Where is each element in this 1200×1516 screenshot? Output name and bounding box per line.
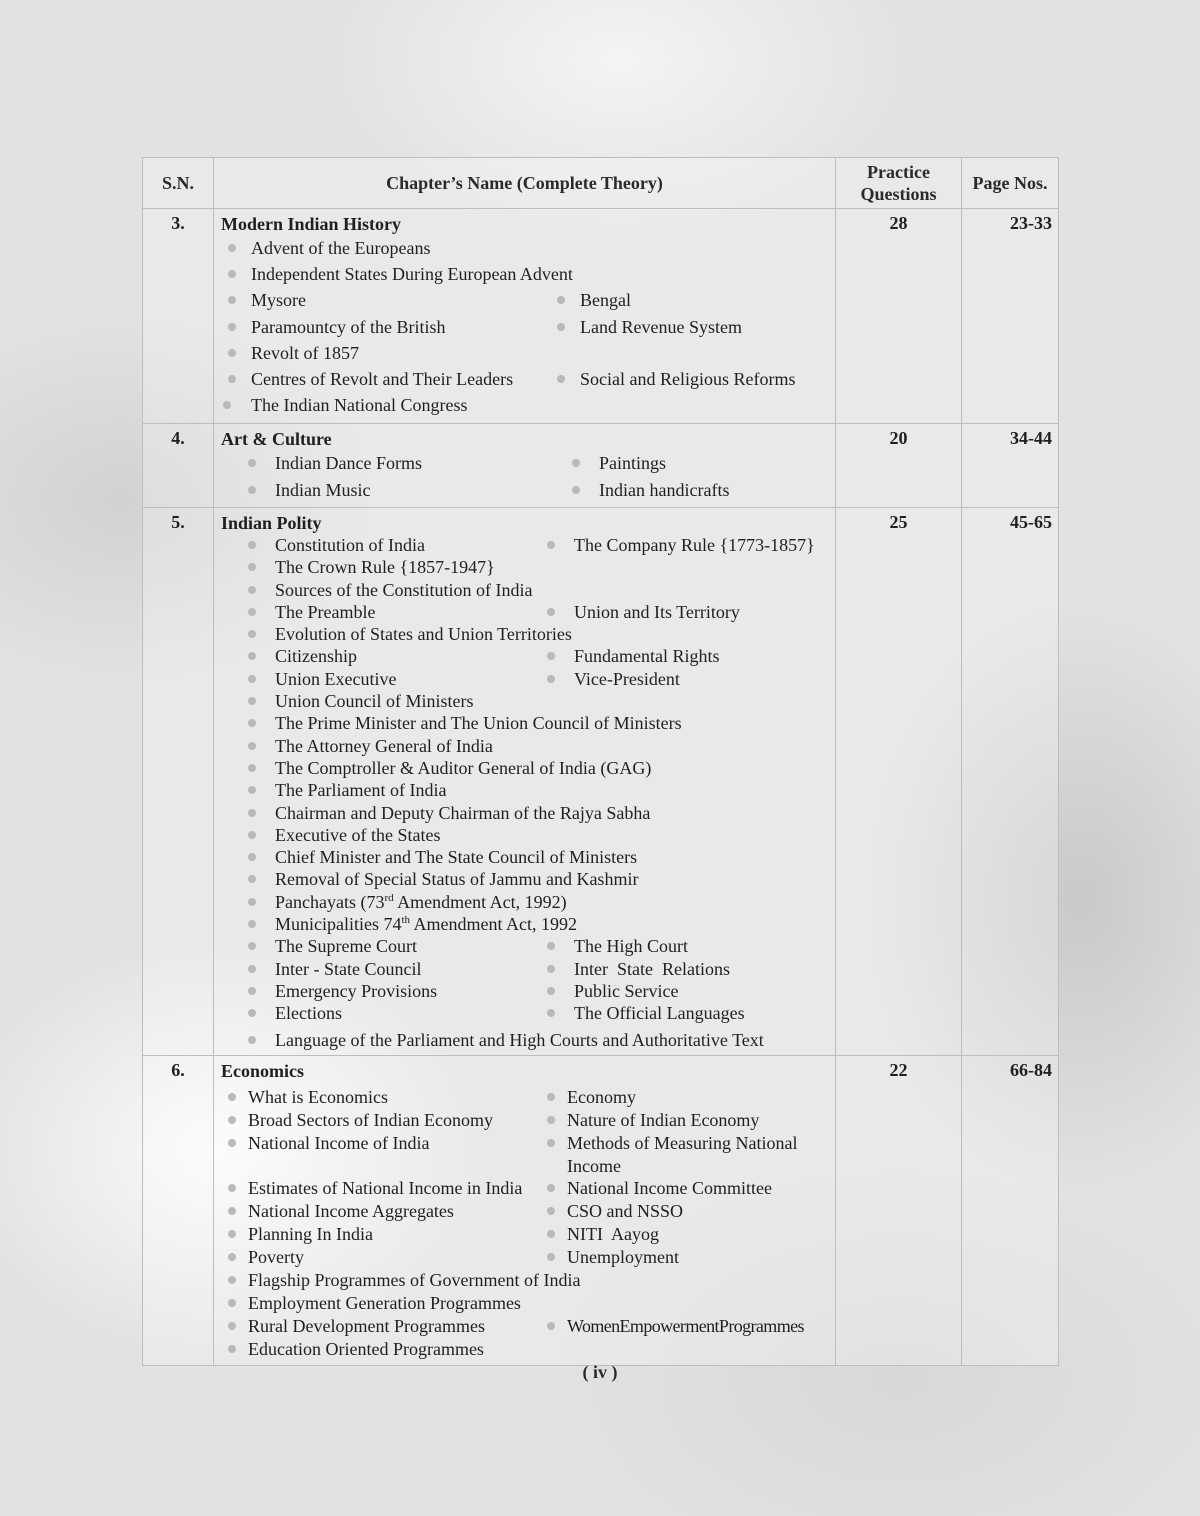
bullet-icon (228, 270, 236, 278)
page-number: ( iv ) (582, 1362, 618, 1382)
bullet-icon (557, 323, 565, 331)
list-item: Evolution of States and Union Territories (221, 623, 829, 645)
bullet-icon (228, 296, 236, 304)
bullet-icon (547, 608, 555, 616)
list-item: The Crown Rule {1857-1947} (221, 556, 829, 578)
bullet-icon (547, 965, 555, 973)
list-item: National Income Committee (540, 1177, 829, 1200)
bullet-icon (228, 1230, 236, 1238)
list-item: Indian handicrafts (545, 477, 829, 504)
bullet-icon (547, 1230, 555, 1238)
bullet-icon (547, 1009, 555, 1017)
bullet-icon (228, 323, 236, 331)
bullet-icon (248, 563, 256, 571)
chapter-title: Modern Indian History (221, 214, 402, 234)
bullet-icon (228, 1276, 236, 1284)
row-sn: 5. (143, 508, 214, 1056)
row-sn: 3. (143, 209, 214, 424)
list-item: The Company Rule {1773-1857} (520, 534, 829, 556)
bullet-icon (228, 1345, 236, 1353)
bullet-icon (228, 1299, 236, 1307)
bullet-icon (248, 987, 256, 995)
list-item: CSO and NSSO (540, 1200, 829, 1223)
list-item: Indian Dance Forms (221, 450, 545, 477)
bullet-icon (547, 675, 555, 683)
header-practice-questions: Practice Questions (836, 158, 962, 209)
list-item: Chairman and Deputy Chairman of the Rajya Sabha (221, 802, 829, 824)
list-item: Employment Generation Programmes (221, 1292, 829, 1315)
list-item: Language of the Parliament and High Courts and Authoritative Text (221, 1029, 829, 1051)
bullet-icon (248, 809, 256, 817)
bullet-icon (228, 349, 236, 357)
list-item: Independent States During European Advent (221, 261, 829, 287)
list-item: The High Court (520, 935, 829, 957)
bullet-icon (228, 1184, 236, 1192)
list-item: Municipalities 74th Amendment Act, 1992 (221, 913, 829, 935)
list-item: Centres of Revolt and Their Leaders (221, 366, 550, 392)
bullet-icon (248, 459, 256, 467)
list-item: The Attorney General of India (221, 735, 829, 757)
list-item: Economy (540, 1086, 829, 1109)
list-item: Inter State Relations (520, 958, 829, 980)
list-item: Sources of the Constitution of India (221, 579, 829, 601)
list-item: Public Service (520, 980, 829, 1002)
bullet-icon (228, 1139, 236, 1147)
bullet-icon (248, 486, 256, 494)
header-page-nos: Page Nos. (962, 158, 1059, 209)
bullet-icon (248, 898, 256, 906)
list-item: Inter - State Council (221, 958, 520, 980)
list-item: The Preamble (221, 601, 520, 623)
list-item: Emergency Provisions (221, 980, 520, 1002)
bullet-icon (248, 675, 256, 683)
bullet-icon (547, 1139, 555, 1147)
list-item: Land Revenue System (550, 314, 829, 340)
row-practice: 25 (836, 508, 962, 1056)
chapter-title: Art & Culture (221, 429, 332, 449)
list-item: Advent of the Europeans (221, 235, 829, 261)
bullet-icon (248, 942, 256, 950)
bullet-icon (547, 942, 555, 950)
bullet-icon (248, 541, 256, 549)
list-item: Methods of Measuring National Income (540, 1132, 829, 1178)
chapter-title: Economics (221, 1060, 304, 1081)
list-item: Panchayats (73rd Amendment Act, 1992) (221, 891, 829, 913)
list-item: Mysore (221, 287, 550, 313)
table-row (143, 209, 1059, 424)
list-item: Rural Development Programmes (221, 1315, 540, 1338)
list-item: The Parliament of India (221, 779, 829, 801)
bullet-icon (228, 1093, 236, 1101)
bullet-icon (547, 1116, 555, 1124)
bullet-icon (248, 831, 256, 839)
list-item: What is Economics (221, 1086, 540, 1109)
bullet-icon (228, 244, 236, 252)
bullet-icon (547, 1253, 555, 1261)
list-item: The Comptroller & Auditor General of India (GAG) (221, 757, 829, 779)
bullet-icon (547, 1093, 555, 1101)
bullet-icon (572, 459, 580, 467)
bullet-icon (248, 920, 256, 928)
bullet-icon (228, 1207, 236, 1215)
row-chapter (214, 424, 836, 508)
bullet-icon (248, 742, 256, 750)
list-item: Constitution of India (221, 534, 520, 556)
bullet-icon (557, 375, 565, 383)
bullet-icon (248, 630, 256, 638)
list-item: Union Council of Ministers (221, 690, 829, 712)
list-item: Indian Music (221, 477, 545, 504)
bullet-icon (228, 1116, 236, 1124)
bullet-icon (557, 296, 565, 304)
list-item: Paintings (545, 450, 829, 477)
list-item: National Income Aggregates (221, 1200, 540, 1223)
bullet-icon (248, 1036, 256, 1044)
bullet-icon (248, 652, 256, 660)
bullet-icon (547, 1207, 555, 1215)
row-practice: 20 (836, 424, 962, 508)
bullet-icon (547, 987, 555, 995)
header-chapter-name: Chapter’s Name (Complete Theory) (214, 158, 836, 209)
list-item: Executive of the States (221, 824, 829, 846)
bullet-icon (228, 1322, 236, 1330)
row-sn: 6. (143, 1055, 214, 1365)
header-sn: S.N. (143, 158, 214, 209)
list-item: Estimates of National Income in India (221, 1177, 540, 1200)
list-item: Union Executive (221, 668, 520, 690)
table-row (143, 1055, 1059, 1365)
table-header-row (143, 158, 1059, 209)
list-item: Citizenship (221, 645, 520, 667)
table-row (143, 424, 1059, 508)
row-chapter (214, 1055, 836, 1365)
bullet-icon (248, 786, 256, 794)
bullet-icon (248, 1009, 256, 1017)
row-practice: 28 (836, 209, 962, 424)
list-item: Union and Its Territory (520, 601, 829, 623)
bullet-icon (248, 608, 256, 616)
bullet-icon (248, 764, 256, 772)
list-item: Paramountcy of the British (221, 314, 550, 340)
bullet-icon (248, 719, 256, 727)
bullet-icon (248, 965, 256, 973)
bullet-icon (572, 486, 580, 494)
list-item: NITI Aayog (540, 1223, 829, 1246)
list-item: National Income of India (221, 1132, 540, 1178)
list-item: Revolt of 1857 (221, 340, 829, 366)
list-item: The Prime Minister and The Union Council of Ministers (221, 712, 829, 734)
row-pages: 23-33 (962, 209, 1059, 424)
list-item: WomenEmpowermentProgrammes (540, 1315, 829, 1338)
chapter-table (142, 157, 1059, 1366)
bullet-icon (228, 1253, 236, 1261)
list-item: The Supreme Court (221, 935, 520, 957)
row-practice: 22 (836, 1055, 962, 1365)
list-item: Fundamental Rights (520, 645, 829, 667)
bullet-icon (547, 541, 555, 549)
row-sn: 4. (143, 424, 214, 508)
list-item: Chief Minister and The State Council of Ministers (221, 846, 829, 868)
list-item: Unemployment (540, 1246, 829, 1269)
bullet-icon (547, 652, 555, 660)
row-pages: 66-84 (962, 1055, 1059, 1365)
list-item: Social and Religious Reforms (550, 366, 829, 392)
list-item: The Official Languages (520, 1002, 829, 1024)
row-chapter (214, 508, 836, 1056)
row-pages: 34-44 (962, 424, 1059, 508)
row-pages: 45-65 (962, 508, 1059, 1056)
bullet-icon (547, 1184, 555, 1192)
list-item: Planning In India (221, 1223, 540, 1246)
table-row (143, 508, 1059, 1056)
bullet-icon (248, 586, 256, 594)
bullet-icon (547, 1322, 555, 1330)
list-item: Elections (221, 1002, 520, 1024)
list-item: Poverty (221, 1246, 540, 1269)
list-item: Vice-President (520, 668, 829, 690)
list-item: Flagship Programmes of Government of India (221, 1269, 829, 1292)
list-item: Broad Sectors of Indian Economy (221, 1109, 540, 1132)
list-item: Bengal (550, 287, 829, 313)
bullet-icon (228, 375, 236, 383)
list-item: Removal of Special Status of Jammu and Kashmir (221, 868, 829, 890)
list-item: The Indian National Congress (221, 392, 829, 418)
bullet-icon (223, 401, 231, 409)
bullet-icon (248, 875, 256, 883)
row-chapter (214, 209, 836, 424)
bullet-icon (248, 853, 256, 861)
list-item: Nature of Indian Economy (540, 1109, 829, 1132)
bullet-icon (248, 697, 256, 705)
chapter-title: Indian Polity (221, 513, 322, 533)
list-item: Education Oriented Programmes (221, 1338, 829, 1361)
